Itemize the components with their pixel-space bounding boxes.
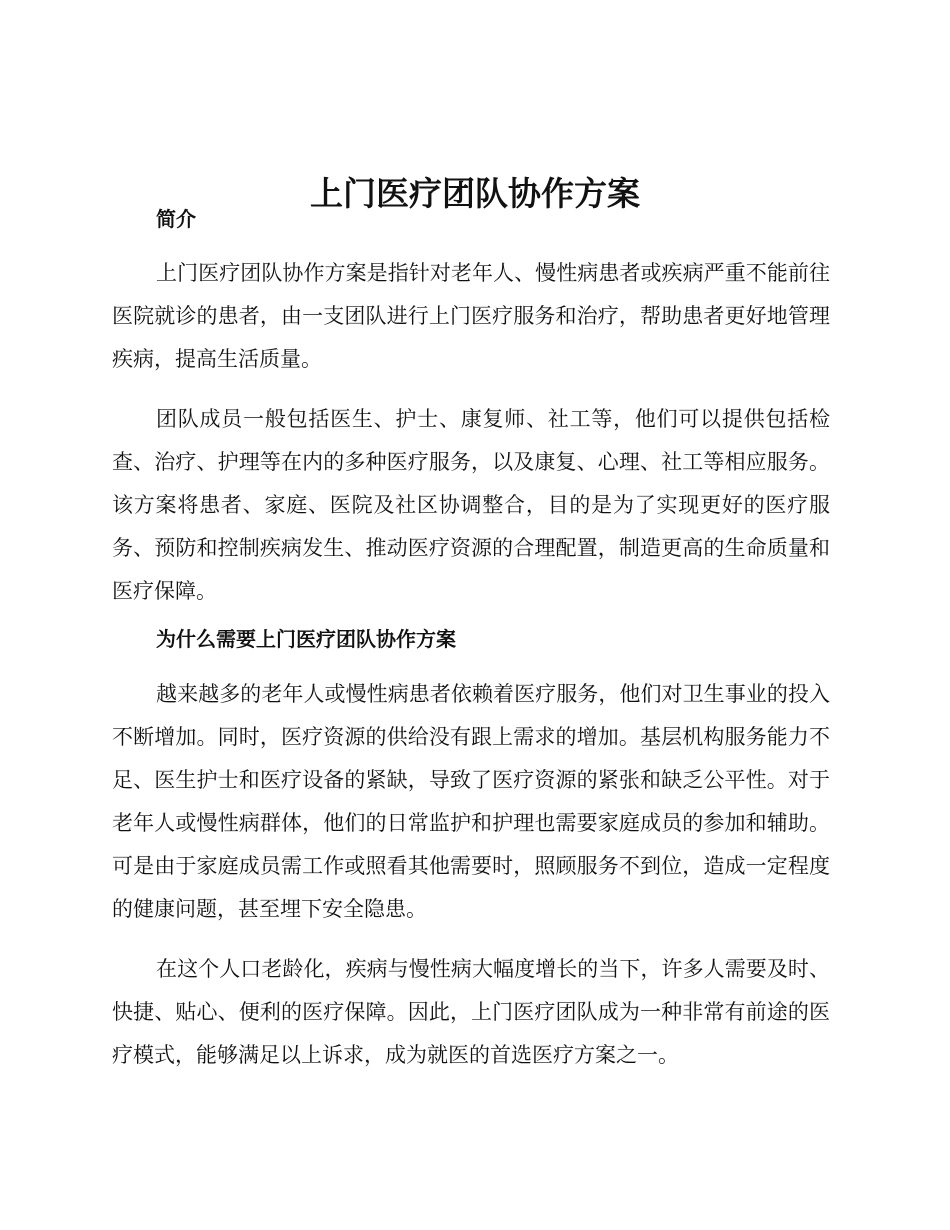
section-intro-body [112,252,830,613]
section-heading-why: 为什么需要上门医疗团队协作方案 [156,627,456,651]
paragraph: 上门医疗团队协作方案是指针对老年人、慢性病患者或疾病严重不能前往医院就诊的患者，由一支团队进行上门医疗服务和治疗，帮助患者更好地管理疾病，提高生活质量。 [112,261,830,371]
section-heading-intro: 简介 [156,207,196,231]
paragraph: 越来越多的老年人或慢性病患者依赖着医疗服务，他们对卫生事业的投入不断增加。同时，医疗资源的供给没有跟上需求的增加。基层机构服务能力不足、医生护士和医疗设备的紧缺，导致了医疗资源的紧张和缺乏公平性。对于老年人或慢性病群体，他们的日常监护和护理也需要家庭成员的参加和辅助。可是由于家庭成员需工作或照看其他需要时，照顾服务不到位，造成一定程度的健康问题，甚至埋下安全隐患。 [112,682,830,921]
paragraph: 在这个人口老龄化，疾病与慢性病大幅度增长的当下，许多人需要及时、快捷、贴心、便利的医疗保障。因此，上门医疗团队成为一种非常有前途的医疗模式，能够满足以上诉求，成为就医的首选医疗方案之一。 [112,957,830,1067]
paragraph: 团队成员一般包括医生、护士、康复师、社工等，他们可以提供包括检查、治疗、护理等在内的多种医疗服务，以及康复、心理、社工等相应服务。该方案将患者、家庭、医院及社区协调整合，目的是为了实现更好的医疗服务、预防和控制疾病发生、推动医疗资源的合理配置，制造更高的生命质量和医疗保障。 [112,407,830,603]
document-title: 上门医疗团队协作方案 [310,174,640,214]
section-why-body [112,673,830,1077]
